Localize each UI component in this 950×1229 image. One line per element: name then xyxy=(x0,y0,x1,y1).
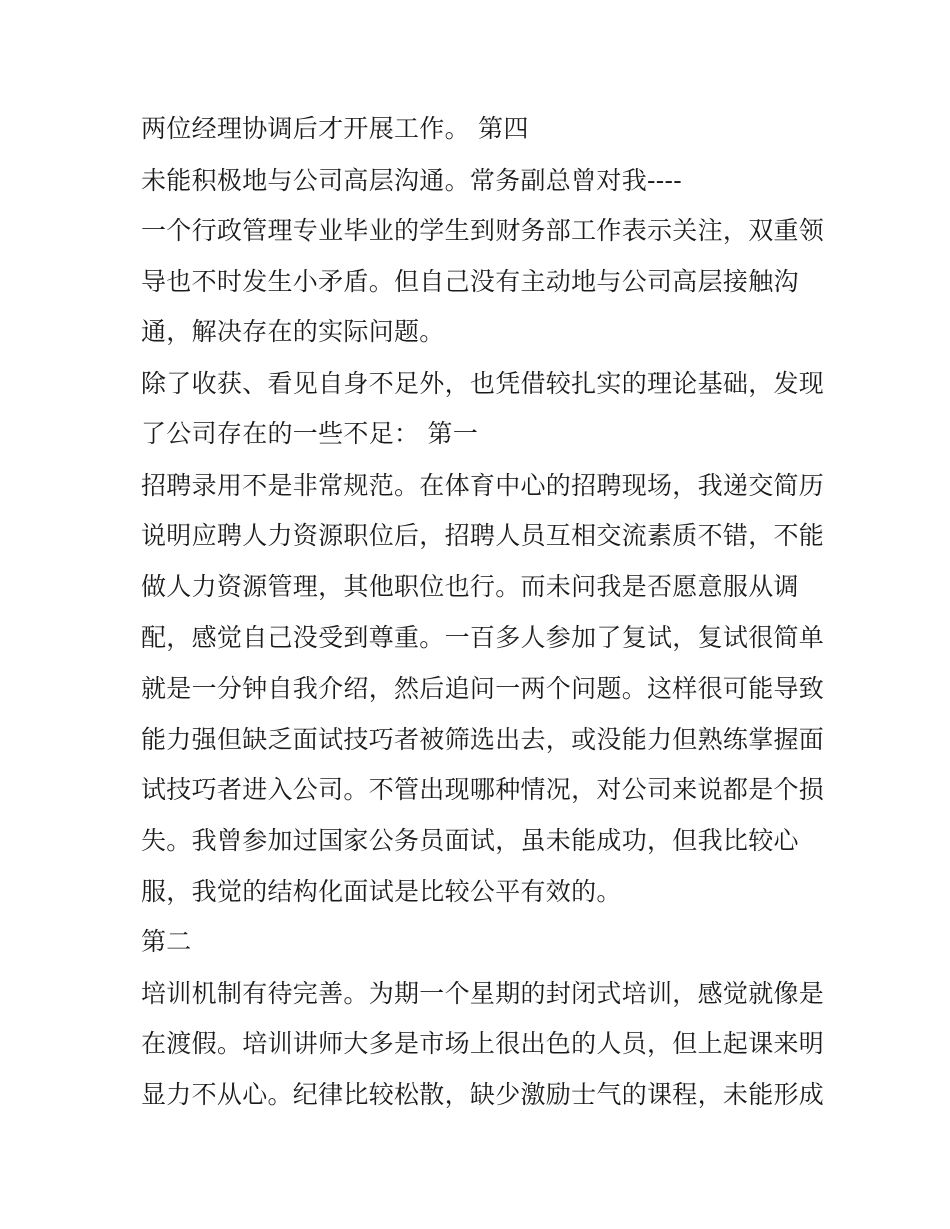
text-line: 招聘录用不是非常规范。在体育中心的招聘现场，我递交简历 xyxy=(141,471,825,500)
text-line: 试技巧者进入公司。不管出现哪种情况，对公司来说都是个损 xyxy=(141,775,825,804)
text-line: 就是一分钟自我介绍，然后追问一两个问题。这样很可能导致 xyxy=(141,674,825,703)
text-line: 两位经理协调后才开展工作。 第四 xyxy=(141,114,529,143)
text-line: 在渡假。培训讲师大多是市场上很出色的人员，但上起课来明 xyxy=(141,1029,825,1058)
text-line: 未能积极地与公司高层沟通。常务副总曾对我---- xyxy=(141,166,682,195)
text-line: 导也不时发生小矛盾。但自己没有主动地与公司高层接触沟 xyxy=(141,267,799,296)
text-line: 除了收获、看见自身不足外，也凭借较扎实的理论基础，发现 xyxy=(141,369,825,398)
text-line: 了公司存在的一些不足： 第一 xyxy=(141,419,479,448)
text-line: 服，我觉的结构化面试是比较公平有效的。 xyxy=(141,877,622,906)
text-line: 第二 xyxy=(141,927,192,956)
text-line: 说明应聘人力资源职位后，招聘人员互相交流素质不错，不能 xyxy=(141,521,825,550)
text-line: 一个行政管理专业毕业的学生到财务部工作表示关注，双重领 xyxy=(141,216,825,245)
text-line: 显力不从心。纪律比较松散，缺少激励士气的课程，未能形成 xyxy=(141,1080,825,1109)
text-line: 能力强但缺乏面试技巧者被筛选出去，或没能力但熟练掌握面 xyxy=(141,725,825,754)
text-line: 配，感觉自己没受到尊重。一百多人参加了复试，复试很简单 xyxy=(141,623,825,652)
text-line: 培训机制有待完善。为期一个星期的封闭式培训，感觉就像是 xyxy=(141,979,825,1008)
text-line: 做人力资源管理，其他职位也行。而未问我是否愿意服从调 xyxy=(141,572,799,601)
text-line: 通，解决存在的实际问题。 xyxy=(141,317,445,346)
text-line: 失。我曾参加过国家公务员面试，虽未能成功，但我比较心 xyxy=(141,826,799,855)
